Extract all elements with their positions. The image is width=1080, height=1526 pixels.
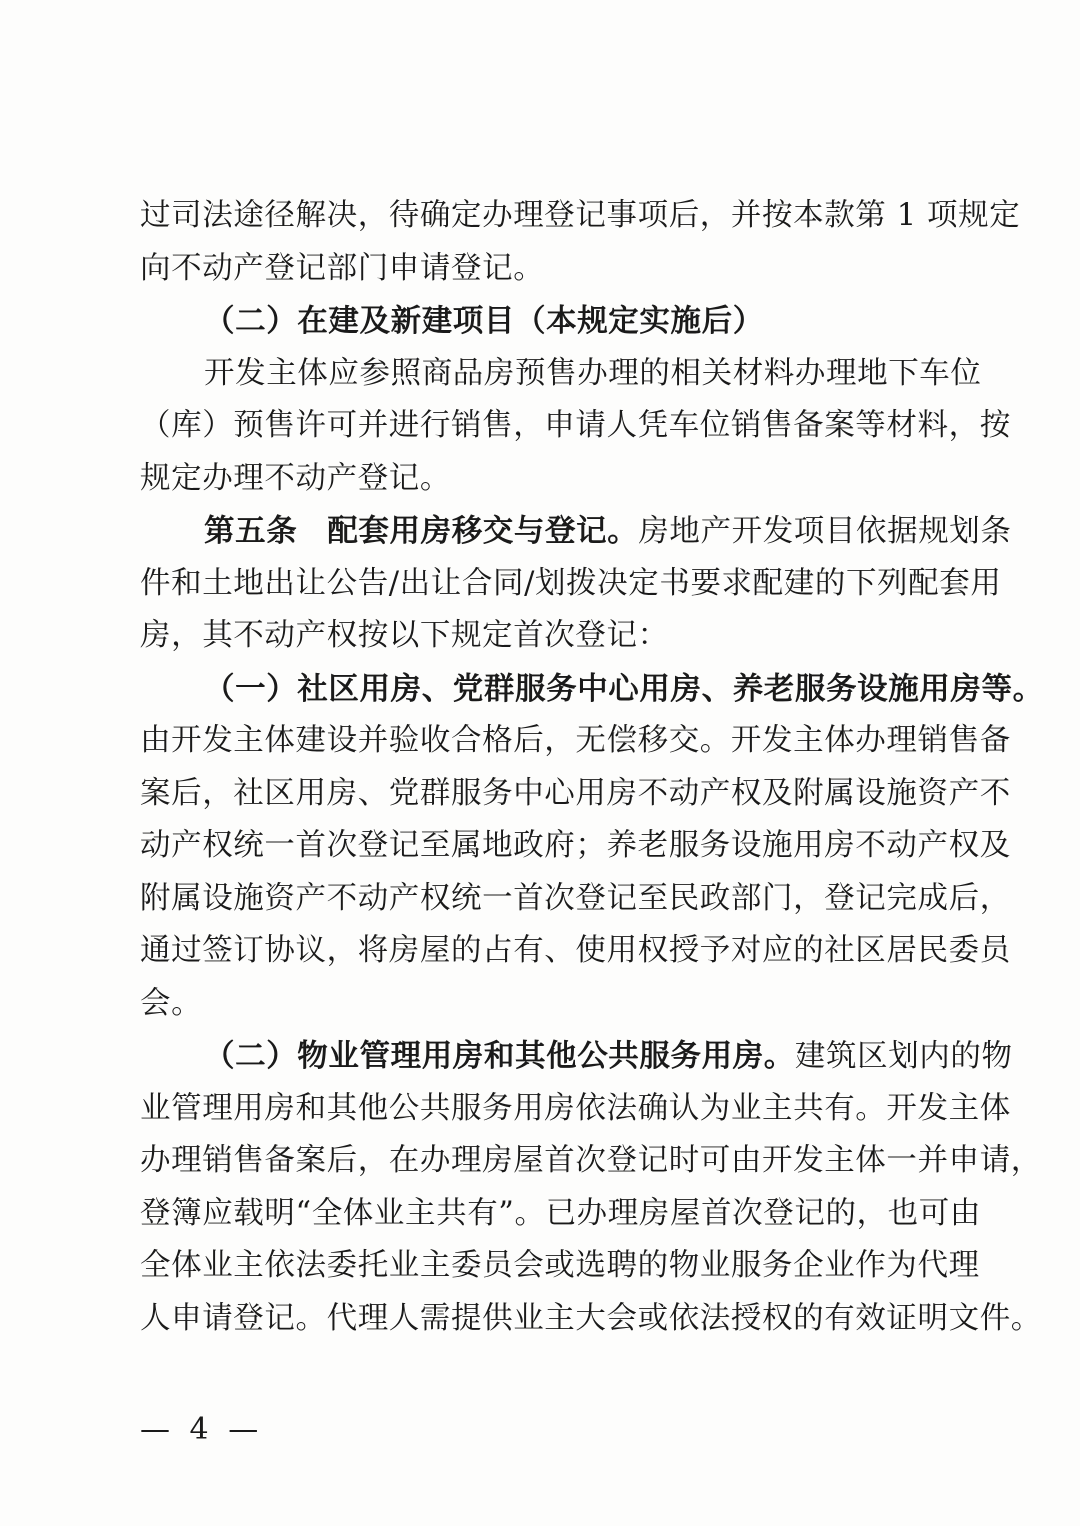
- body-text: [140, 190, 1044, 1345]
- text-line: 业管理用房和其他公共服务用房依法确认为业主共有。开发主体: [140, 1090, 1011, 1126]
- text-line: 开发主体应参照商品房预售办理的相关材料办理地下车位: [204, 355, 982, 391]
- article-text: 房地产开发项目依据规划条: [638, 514, 1012, 549]
- page-footer: [140, 1412, 260, 1447]
- text-line: 案后，社区用房、党群服务中心用房不动产权及附属设施资产不: [140, 775, 1011, 811]
- text-line: 由开发主体建设并验收合格后，无偿移交。开发主体办理销售备: [140, 723, 1011, 758]
- text-line: 人申请登记。代理人需提供业主大会或依法授权的有效证明文件。: [140, 1300, 1042, 1336]
- section-heading: （二）在建及新建项目（本规定实施后）: [204, 303, 764, 339]
- section-heading: （一）社区用房、党群服务中心用房、养老服务设施用房等。: [204, 670, 1044, 707]
- text-line: 办理销售备案后，在办理房屋首次登记时可由开发主体一并申请，: [140, 1143, 1042, 1178]
- text-line: 动产权统一首次登记至属地政府；养老服务设施用房不动产权及: [140, 828, 1011, 863]
- text-line: 房，其不动产权按以下规定首次登记：: [140, 618, 669, 653]
- text-line: 附属设施资产不动产权统一首次登记至民政部门，登记完成后，: [140, 880, 1011, 916]
- text-line: （库）预售许可并进行销售，申请人凭车位销售备案等材料，按: [140, 408, 1011, 443]
- footer-dash-left: —: [140, 1412, 172, 1447]
- text-line: 会。: [140, 985, 203, 1021]
- section-heading: （二）物业管理用房和其他公共服务用房。: [204, 1038, 795, 1074]
- text-line: 登簿应载明“全体业主共有”。已办理房屋首次登记的，也可由: [140, 1195, 981, 1231]
- text-line: 规定办理不动产登记。: [140, 460, 451, 496]
- text-line: 全体业主依法委托业主委员会或选聘的物业服务企业作为代理: [140, 1248, 980, 1283]
- article-heading: 配套用房移交与登记。: [327, 513, 639, 549]
- section-heading-line: [140, 1030, 1013, 1083]
- text-line: 向不动产登记部门申请登记。: [140, 250, 545, 286]
- text-line: 过司法途径解决，待确定办理登记事项后，并按本款第 1 项规定: [140, 198, 1021, 233]
- page-number: 4: [189, 1412, 211, 1447]
- article-number: 第五条: [204, 513, 298, 549]
- text-line: 通过签订协议，将房屋的占有、使用权授予对应的社区居民委员: [140, 933, 1011, 968]
- footer-dash-right: —: [228, 1412, 261, 1447]
- text-line: 件和土地出让公告/出让合同/划拨决定书要求配建的下列配套用: [140, 565, 1002, 601]
- article-line: [140, 505, 1012, 558]
- section-text: 建筑区划内的物: [794, 1039, 1013, 1074]
